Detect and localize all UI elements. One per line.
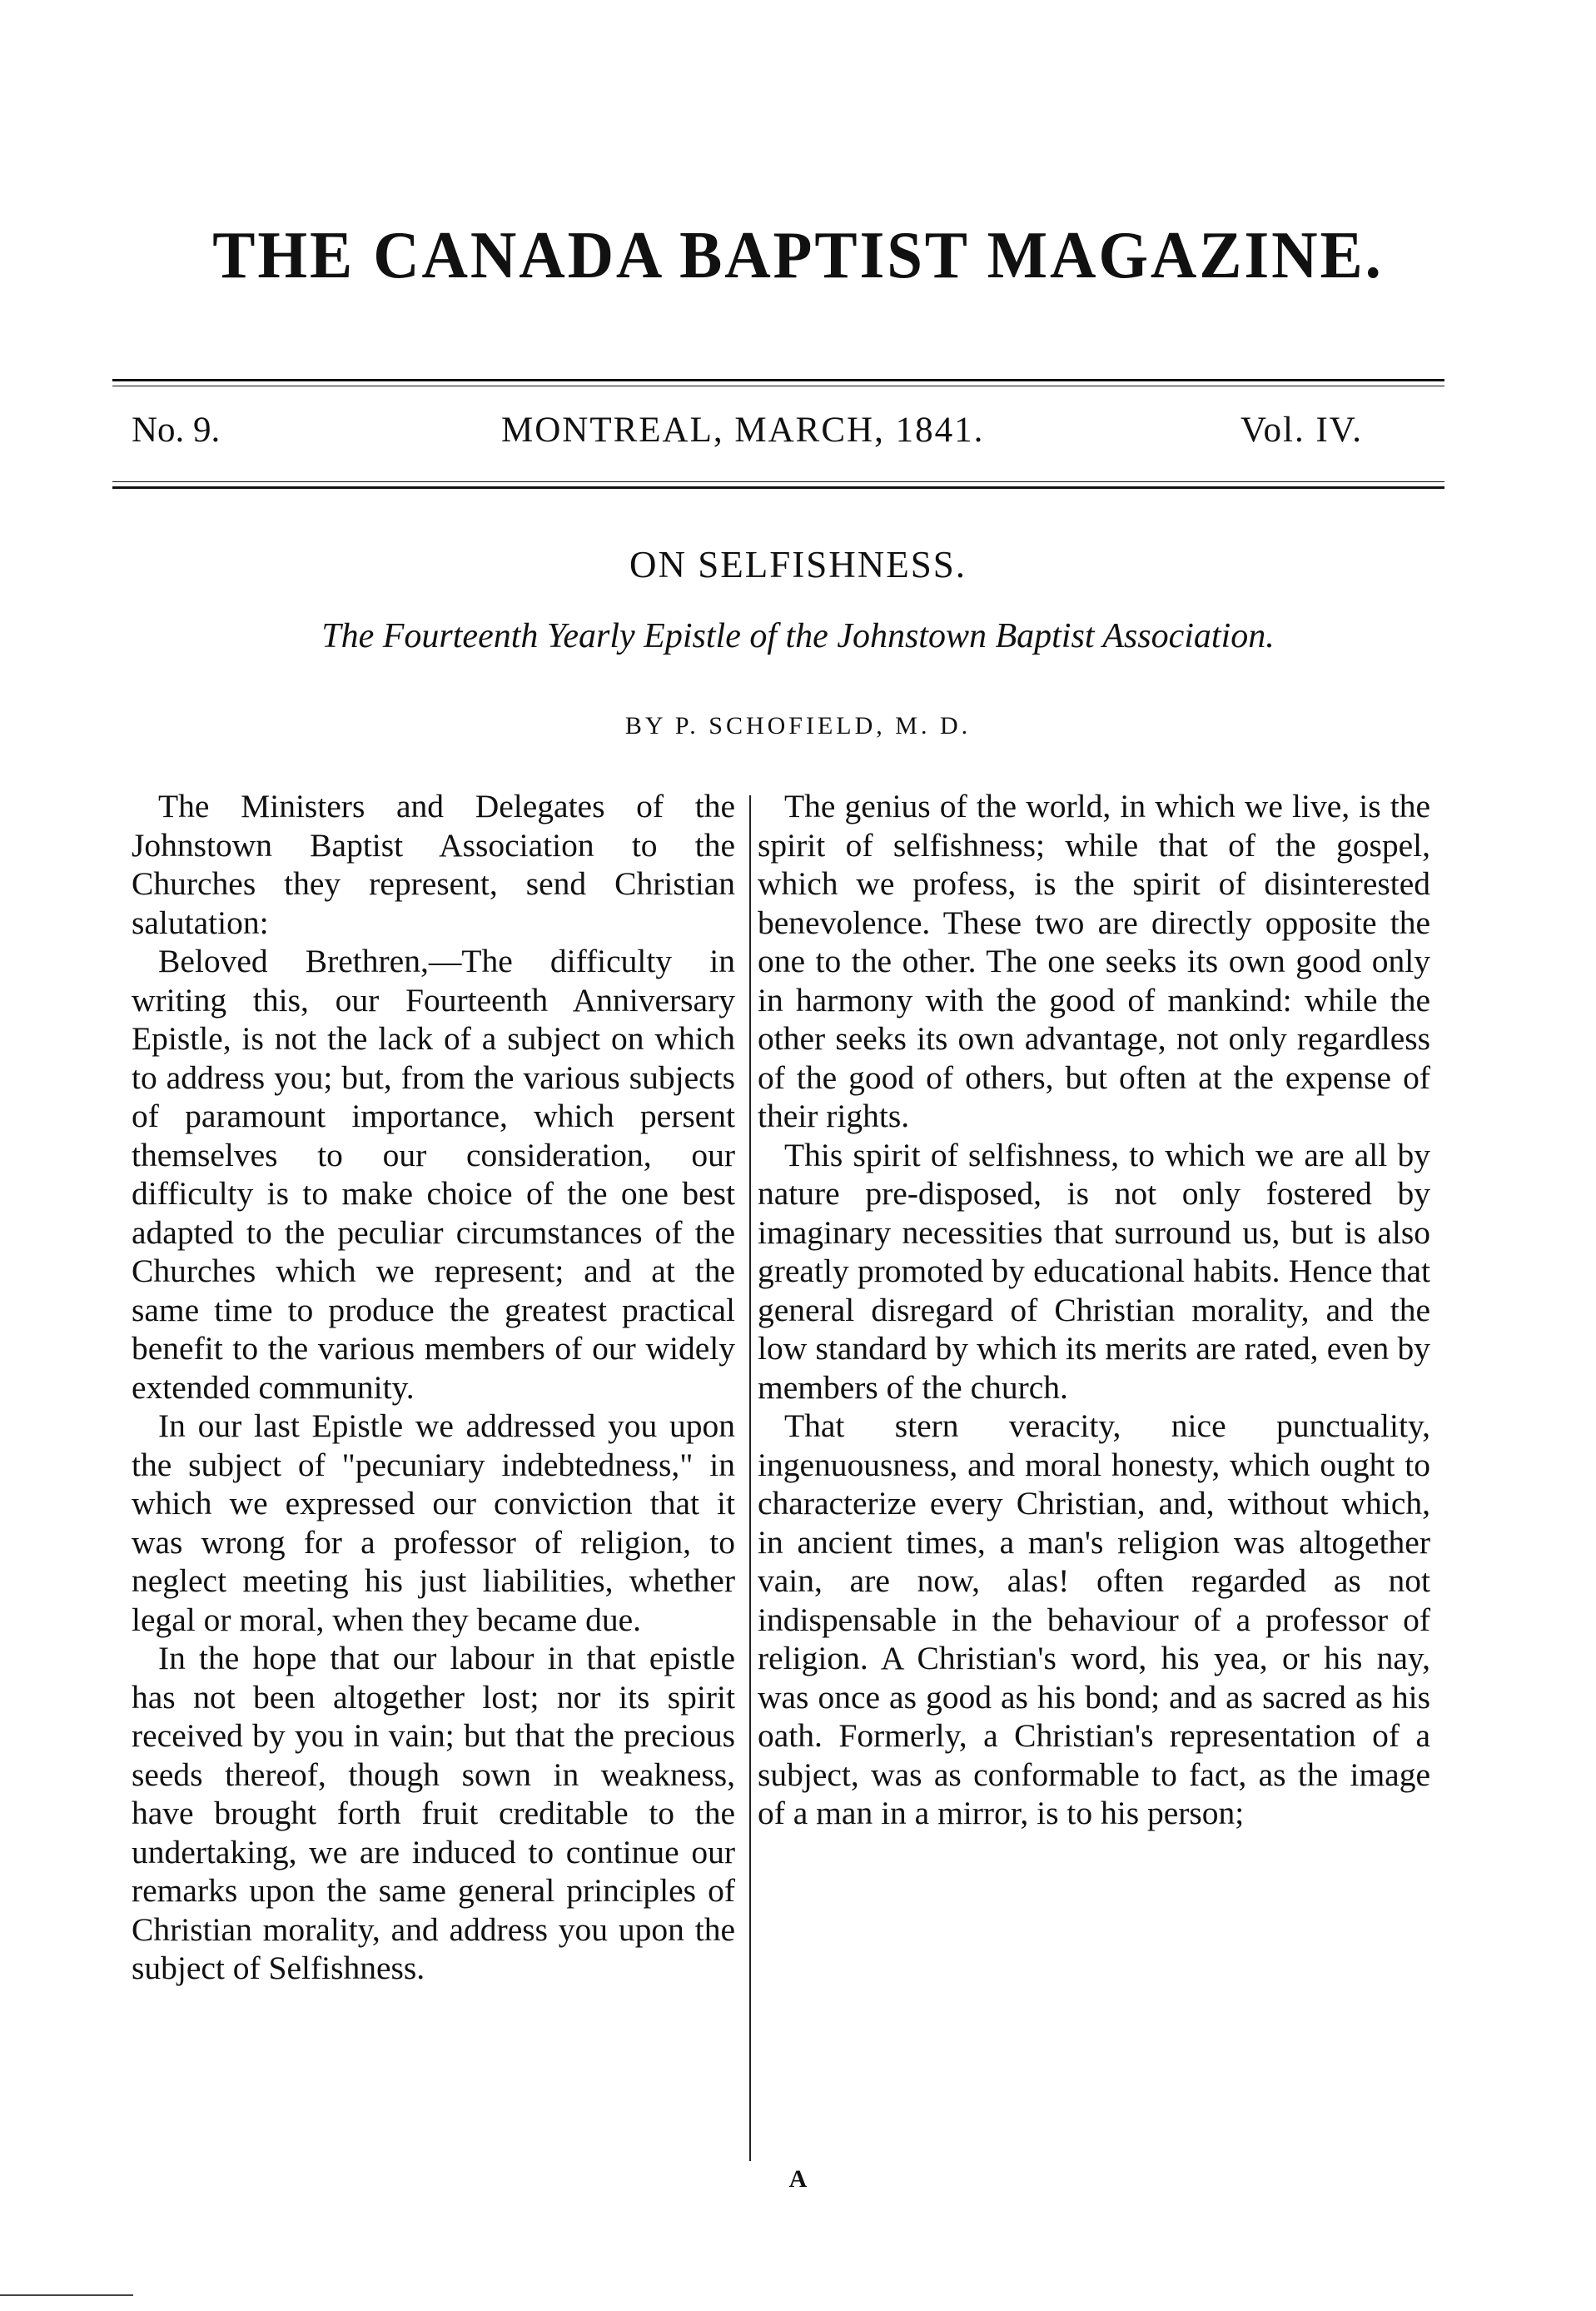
paragraph: The Ministers and Delegates of the Johnstown Baptist Association to the Churches they represent, send Christian salutation: — [132, 788, 735, 941]
top-rule-thick — [112, 379, 1444, 381]
left-column — [132, 787, 735, 1988]
paragraph: This spirit of selfishness, to which we are all by nature pre-disposed, is not only fostered by imaginary necessities that surround us, but is also greatly promoted by educational habits. Hence that general disregard of Christian morality, and the low standard by which its merits are rated, even by members of the church. — [758, 1136, 1430, 1406]
paragraph: In our last Epistle we addressed you upon the subject of "pecuniary indebtedness," in which we expressed our conviction that it was wrong for a professor of religion, to neglect meeting his just liabilities, whether legal or moral, when they became due. — [132, 1407, 735, 1638]
issue-line — [0, 410, 1596, 460]
article-byline: BY P. SCHOFIELD, M. D. — [624, 712, 972, 740]
signature-mark: A — [788, 2165, 808, 2193]
paragraph: That stern veracity, nice punctuality, ingenuousness, and moral honesty, which ought to characterize every Christian, and, without which, in ancient times, a man's religion was altogether vain, are now, alas! often regarded as not indispensable in the behaviour of a professor of religion. A Christian's word, his yea, or his nay, was once as good as his bond; and as sacred as his oath. Formerly, a Christian's representation of a subject, was as conformable to fact, as the image of a man in a mirror, is to his person; — [758, 1407, 1430, 1831]
issue-dateline: MONTREAL, MARCH, 1841. — [501, 411, 985, 450]
footer-mark — [0, 2294, 133, 2296]
magazine-title: THE CANADA BAPTIST MAGAZINE. — [212, 219, 1384, 292]
mid-rule-thin — [112, 481, 1444, 482]
issue-volume: Vol. IV. — [1241, 411, 1364, 450]
paragraph: In the hope that our labour in that epistle has not been altogether lost; nor its spirit received by you in vain; but that the precious seeds thereof, though sown in weakness, have brought forth fruit creditable to the undertaking, we are induced to continue our remarks upon the same general principles of Christian morality, and address you upon the subject of Selfishness. — [132, 1640, 735, 1986]
column-divider — [749, 795, 751, 2161]
paragraph: Beloved Brethren,—The difficulty in writing this, our Fourteenth Anniversary Epistle, is not the lack of a subject on which to address you; but, from the various subjects of paramount importance, which persent themselves to our consideration, our difficulty is to make choice of the one best adapted to the peculiar circumstances of the Churches which we represent; and at the same time to produce the greatest practical benefit to the various members of our widely extended community. — [132, 943, 735, 1406]
article-title: ON SELFISHNESS. — [629, 544, 967, 585]
right-column — [758, 787, 1430, 1833]
paragraph: The genius of the world, in which we live, is the spirit of selfishness; while that of the gospel, which we profess, is the spirit of disinterested benevolence. These two are directly opposite the one to the other. The one seeks its own good only in harmony with the good of mankind: while the other seeks its own advantage, not only regardless of the good of others, but often at the expense of their rights. — [758, 788, 1430, 1134]
article-subtitle: The Fourteenth Yearly Epistle of the Johnstown Baptist Association. — [321, 617, 1275, 655]
mid-rule-thick — [112, 486, 1444, 489]
issue-number: No. 9. — [132, 411, 221, 450]
